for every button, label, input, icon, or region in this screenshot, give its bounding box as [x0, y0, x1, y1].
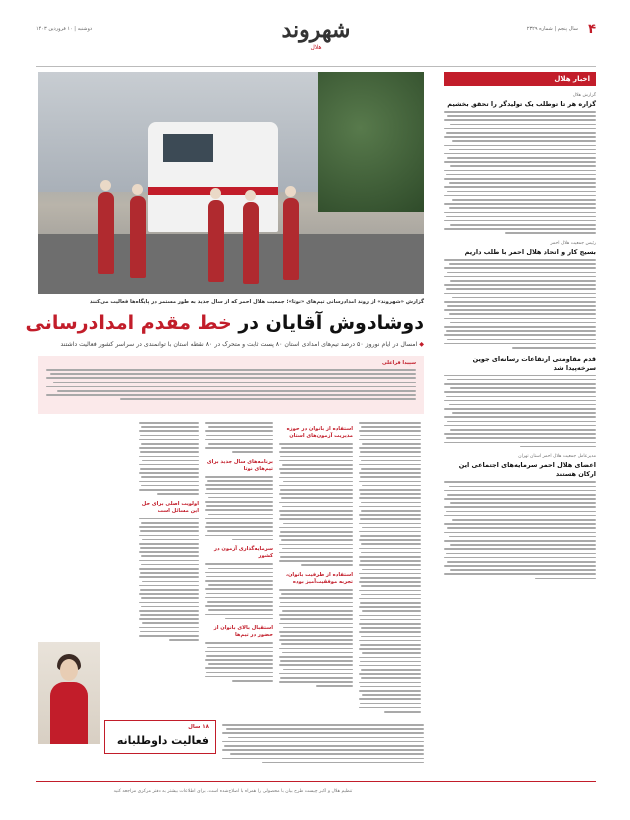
article-subtitle: [40, 341, 424, 348]
news-body: [444, 375, 596, 448]
author-name: سپیدا قراعلی: [382, 360, 416, 366]
page-number: ۴: [588, 22, 596, 37]
news-title: بسیج کار و اتحاد هلال احمر با طلب داریم: [464, 248, 596, 257]
article-photo: [38, 72, 424, 294]
promo-box: [104, 720, 216, 754]
header-divider: [36, 66, 596, 67]
news-body: [444, 481, 596, 579]
footer-note: تنظیم هلال و اکبر چیست طرح بیان با محصولی را همراه با اصلاح‌شده است، برای اطلاعات بیشتر به دفتر مرکزی مراجعه کنید: [113, 789, 353, 794]
news-kicker: گزارش هلال: [572, 93, 596, 98]
article-title: [25, 312, 424, 334]
news-kicker: رئیس جمعیت هلال احمر: [550, 241, 596, 247]
news-item: [444, 453, 596, 579]
portrait-photo: [38, 642, 100, 744]
masthead: [36, 14, 596, 64]
footer-divider: [36, 781, 596, 782]
news-title: اعضای هلال احمر سرمایه‌های اجتماعی این ارکان هستند: [458, 461, 596, 479]
issue-meta: سال پنجم | شماره ۲۳۲۹: [526, 26, 578, 32]
section-heading: استقبال بالای بانوان از حضور در تیم‌ها: [213, 625, 273, 639]
news-item: [444, 355, 596, 448]
quote-block: [222, 722, 424, 758]
section-heading: برنامه‌های سال جدید برای تیم‌های نوتا: [206, 458, 273, 472]
logo: [276, 16, 356, 60]
article-subtitle-text: امسال در ایام نوروز ۵۰ درصد تیم‌های امدادی استان ۸۰ پست ثابت و متحرک در ۸۰ نقطه استان با توانمندی در سراسر کشور فعالیت داشتند: [60, 341, 418, 348]
body-column: [139, 420, 199, 634]
article-lead: [38, 356, 424, 414]
news-sidebar: [444, 72, 596, 776]
news-kicker: مدیرعامل جمعیت هلال احمر استان تهران: [518, 454, 596, 460]
section-heading: سرمایه‌گذاری آزمون در کشور: [213, 546, 273, 560]
article-title-highlight: خط مقدم امدادرسانی: [25, 312, 232, 334]
section-label: اخبار هلال: [444, 72, 596, 86]
logo-title: شهروند: [281, 17, 351, 43]
promo-kicker: ۱۸ سال: [188, 724, 209, 730]
article-title-part: دوشادوش آقایان در: [238, 312, 424, 334]
news-title: گزاره هر تا توطلب یک تولیدگر را تحقق بخشیم: [447, 100, 596, 108]
news-item: [444, 240, 596, 349]
news-body: [444, 259, 596, 349]
news-body: [444, 111, 596, 234]
promo-title: فعالیت داوطلبانه: [116, 734, 209, 747]
bullet-icon: ◆: [419, 341, 424, 348]
section-heading: استفاده از ظرفیت بانوان، تجربه موفقیت‌آمیز بوده: [286, 572, 353, 586]
logo-subtitle: هلال: [310, 44, 322, 51]
news-title: قدم مقاومتی ارتقاعات رسانه‌ای جوین سرخه‌پیدا شد: [472, 354, 596, 372]
photo-caption: گزارش «شهروند» از روند امدادرسانی تیم‌های «نوتا»؛ جمعیت هلال احمر که از سال جدید به طور مستمر در پایگاه‌ها فعالیت می‌کنند: [89, 299, 424, 305]
issue-date: دوشنبه | ۱۰ فروردین ۱۴۰۳: [36, 26, 93, 32]
news-item: [444, 92, 596, 234]
section-heading: اولویت اصلی برای حل این مسائل است: [141, 500, 199, 514]
section-heading: استفاده از بانوان در حوزه مدیریت آزمون‌های استان: [286, 426, 353, 439]
